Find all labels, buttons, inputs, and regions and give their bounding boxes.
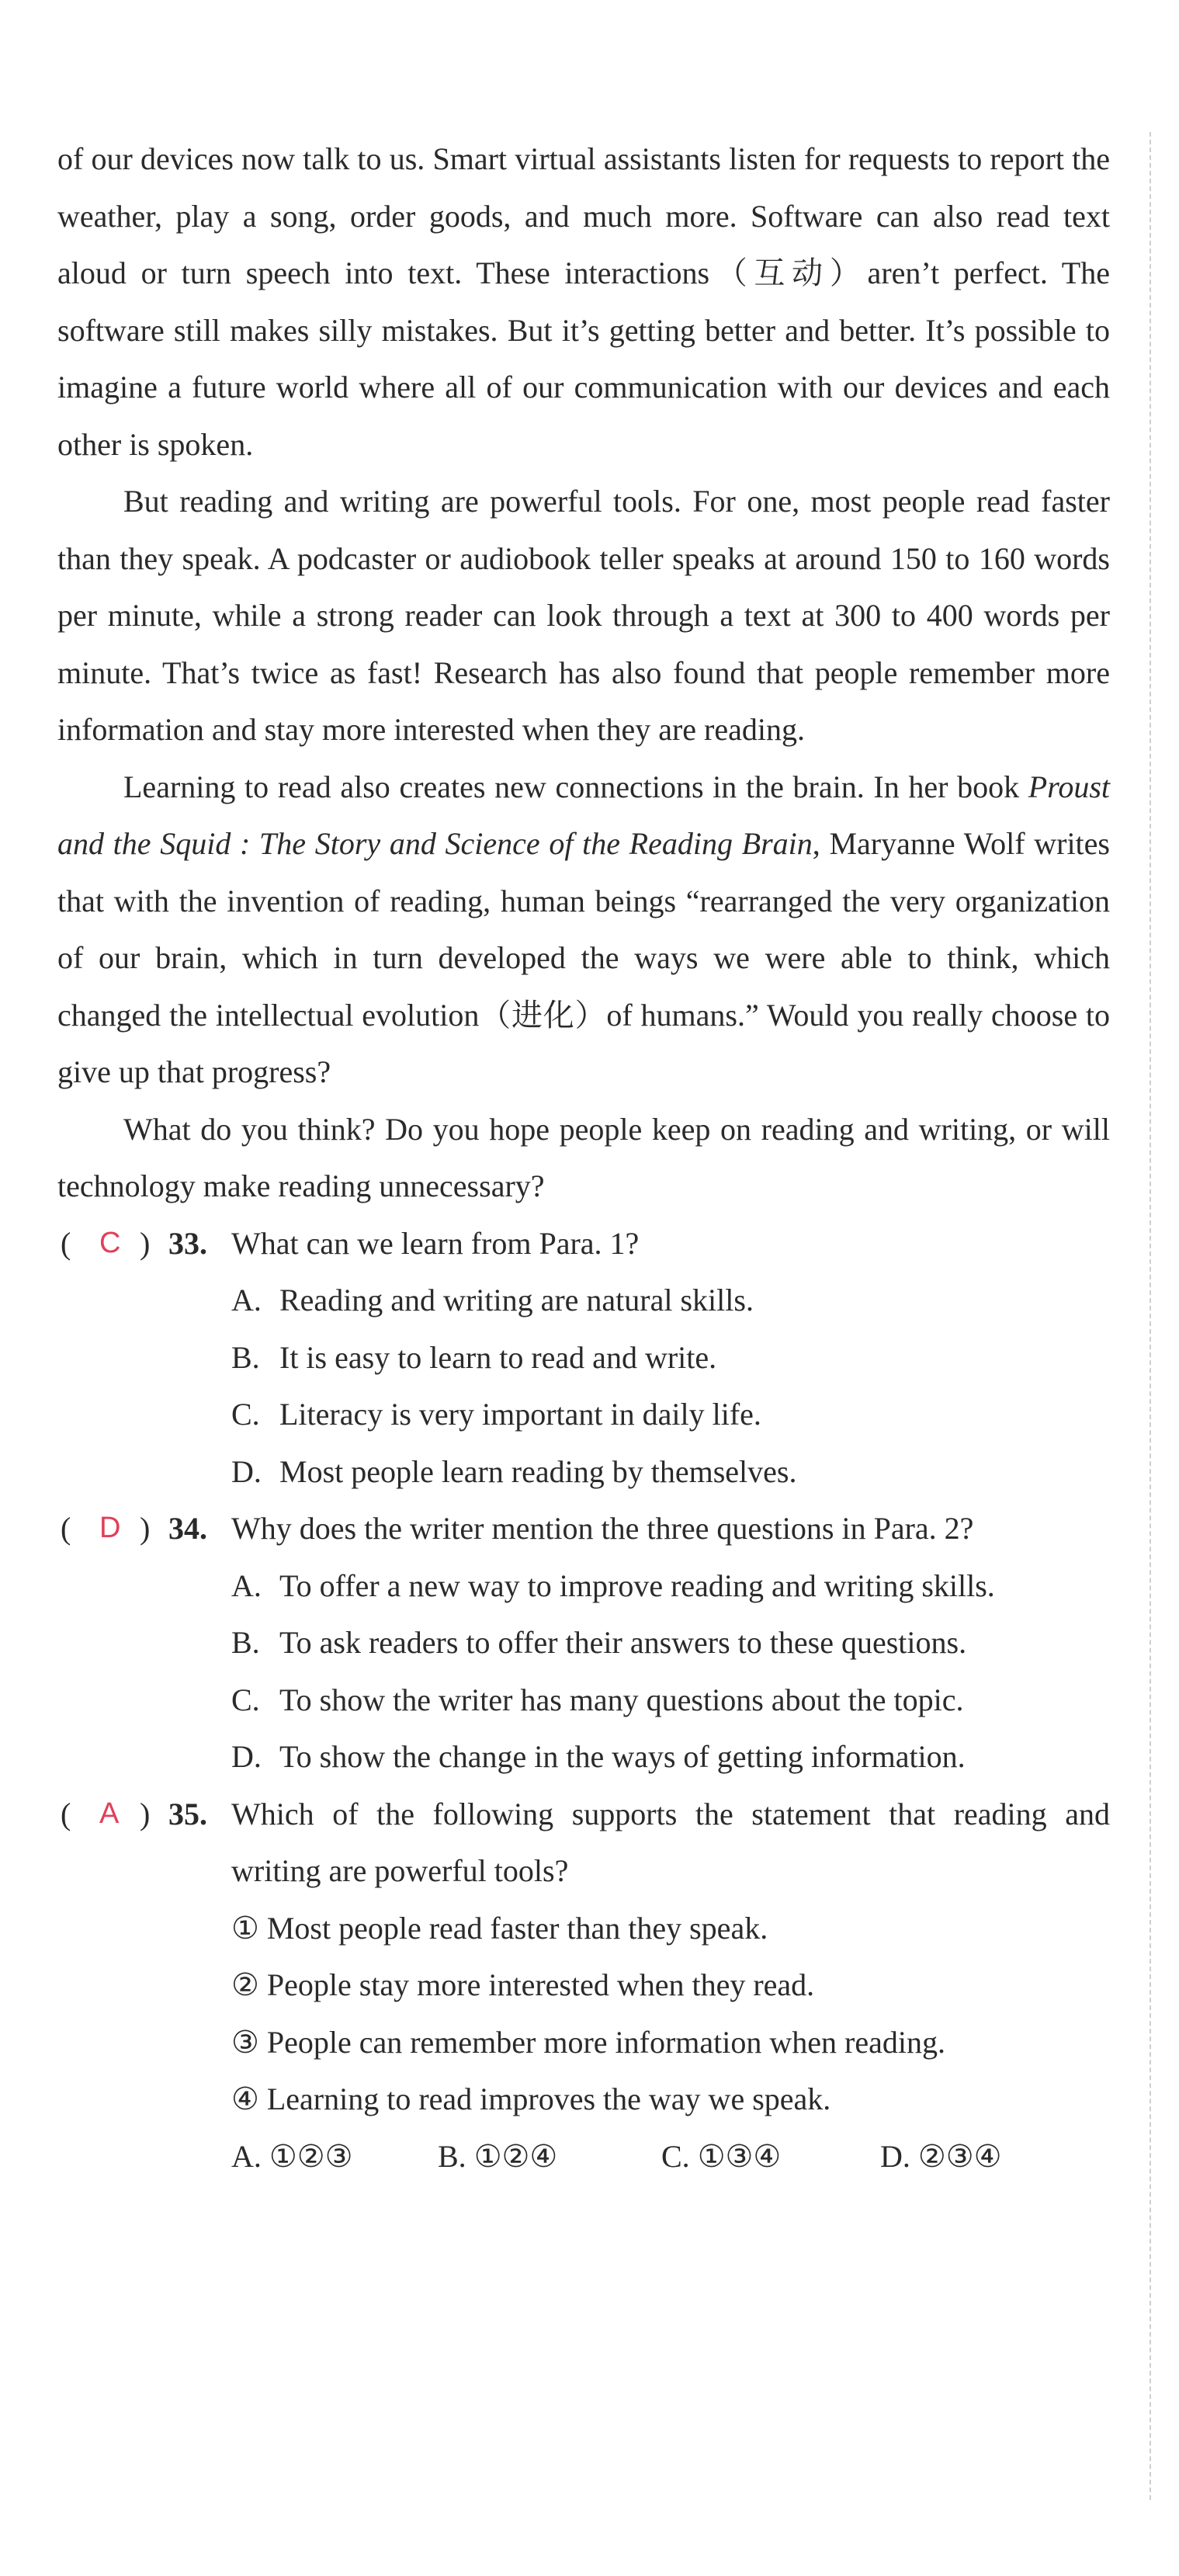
paragraph-3-rest: , Maryanne Wolf writes that with the invention of reading, human beings “rearranged the very organization of our brain, which in turn developed the ways we were able to think, which changed the intellectual evolution（进化）of humans.” Would you really choose to give up that progress?	[57, 826, 1110, 1089]
margin-dashed-rule	[1150, 132, 1151, 2500]
option-c: C. ①③④	[661, 2138, 782, 2174]
question-33-stem: ( C ) 33. What can we learn from Para. 1?	[57, 1215, 1110, 1272]
option-b: B. ①②④	[438, 2138, 558, 2174]
option-d: D. ②③④	[880, 2138, 1002, 2174]
question-33	[57, 1215, 1110, 1501]
answer-mark: A	[99, 1797, 120, 1830]
statement-2: ② People stay more interested when they read.	[231, 1967, 815, 2002]
option-a: A. To offer a new way to improve reading and writing skills.	[231, 1567, 995, 1603]
reading-column	[57, 130, 1110, 2185]
option-c: C. Literacy is very important in daily life.	[231, 1397, 761, 1432]
option-d: D. Most people learn reading by themselves.	[231, 1453, 797, 1489]
question-number: 34.	[168, 1511, 207, 1546]
book-title: Proust and the Squid : The Story and Science of the Reading Brain	[57, 769, 1110, 861]
question-34	[57, 1500, 1110, 1786]
option-a: A. ①②③	[231, 2138, 353, 2174]
statement-4: ④ Learning to read improves the way we speak.	[231, 2081, 831, 2116]
paragraph-3-intro: Learning to read also creates new connections in the brain. In her book	[123, 769, 1028, 804]
choice-row	[57, 2128, 1110, 2185]
question-35	[57, 1786, 1110, 2185]
passage-paragraph-3	[57, 759, 1110, 1101]
option-c: C. To show the writer has many questions about the topic.	[231, 1682, 964, 1717]
option-d: D. To show the change in the ways of getting information.	[231, 1739, 966, 1774]
statement-3: ③ People can remember more information when reading.	[231, 2024, 945, 2060]
question-34-stem: ( D ) 34. Why does the writer mention the three questions in Para. 2?	[57, 1500, 1110, 1557]
question-number: 35.	[168, 1796, 207, 1831]
option-b: B. To ask readers to offer their answers to these questions.	[231, 1625, 967, 1660]
question-35-stem: ( A ) 35. Which of the following supports the statement that reading and writing are powerful tools?	[57, 1786, 1110, 1900]
passage-paragraph-1: of our devices now talk to us. Smart virtual assistants listen for requests to report the weather, play a song, order goods, and much more. Software can also read text aloud or turn speech into text. These interactions（互动）aren’t perfect. The software still makes silly mistakes. But it’s getting better and better. It’s possible to imagine a future world where all of our communication with our devices and each other is spoken.	[57, 141, 1110, 462]
passage-paragraph-2: But reading and writing are powerful tools. For one, most people read faster than they speak. A podcaster or audiobook teller speaks at around 150 to 160 words per minute, while a strong reader can look through a text at 300 to 400 words per minute. That’s twice as fast! Research has also found that people remember more information and stay more interested when they are reading.	[57, 484, 1110, 747]
option-a: A. Reading and writing are natural skills.	[231, 1283, 754, 1318]
option-b: B. It is easy to learn to read and write.	[231, 1339, 717, 1375]
question-number: 33.	[168, 1225, 207, 1261]
question-text: What can we learn from Para. 1?	[231, 1225, 640, 1261]
answer-mark: D	[99, 1512, 121, 1544]
question-text: Which of the following supports the statement that reading and writing are powerful tools?	[231, 1796, 1110, 1888]
passage-paragraph-4: What do you think? Do you hope people keep on reading and writing, or will technology make reading unnecessary?	[57, 1111, 1110, 1203]
statement-1: ① Most people read faster than they speak.	[231, 1910, 768, 1946]
question-text: Why does the writer mention the three questions in Para. 2?	[231, 1511, 974, 1546]
answer-mark: C	[99, 1226, 121, 1259]
